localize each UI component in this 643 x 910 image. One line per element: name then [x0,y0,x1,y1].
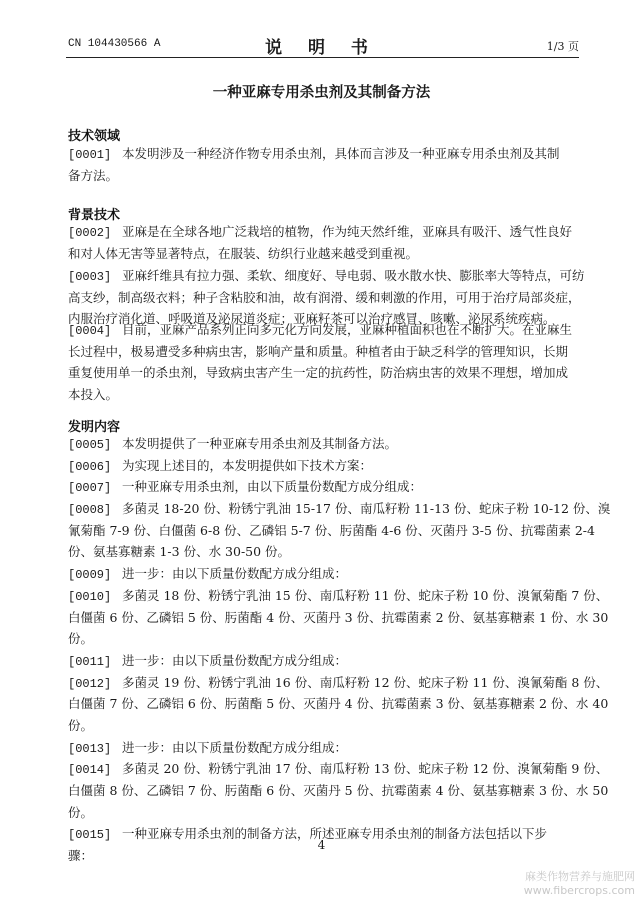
paragraph-line [68,265,585,287]
paragraph-0011 [68,650,574,672]
paragraph-group-background-c [68,319,574,406]
section-heading-background: 背景技术 [68,208,121,223]
paragraph-line [68,384,574,406]
paragraph-group-summary [68,433,611,867]
paragraph-line [68,165,574,187]
paragraph-0006 [68,455,574,477]
section-heading-tech-field: 技术领域 [68,129,121,144]
paragraph-line [68,319,574,341]
paragraph-line [68,287,581,309]
paragraph-line [68,758,609,780]
paragraph-line [68,780,609,802]
publication-number: CN 104430566 A [68,38,161,50]
paragraph-text: 目前，亚麻产品系列正向多元化方向发展，亚麻种植面积也在不断扩大。在亚麻生 [122,322,573,337]
paragraph-group-background-a [68,221,574,264]
paragraph-text: 高支纱，制高级衣料；种子含粘胶和油，故有润滑、缓和刺激的作用，可用于治疗局部炎症， [68,289,581,305]
paragraph-text: 进一步：由以下质量份数配方成分组成： [122,566,348,582]
paragraph-number: [0003] [68,270,112,284]
paragraph-0002 [68,221,574,264]
paragraph-text: 本投入。 [68,387,119,403]
paragraph-line [68,433,574,455]
paragraph-group-tech-field [68,143,574,186]
paragraph-text: 长过程中，极易遭受多种病虫害，影响产量和质量。种植者由于缺乏科学的管理知识，长期 [68,343,569,359]
paragraph-text: 多菌灵 18 份、粉锈宁乳油 15 份、南瓜籽粉 11 份、蛇床子粉 10 份、溴氰菊酯 7 份、 [122,587,609,603]
paragraph-text: 进一步：由以下质量份数配方成分组成： [122,739,348,755]
paragraph-text: 一种亚麻专用杀虫剂，由以下质量份数配方成分组成： [122,479,423,495]
paragraph-number: [0008] [68,503,112,518]
paragraph-number: [0013] [68,741,112,756]
paragraph-text: 亚麻纤维具有拉力强、柔软、细度好、导电弱、吸水散水快、膨胀率大等特点，可纺 [122,268,585,283]
page-counter: 1/3 页 [546,40,579,53]
paragraph-number: [0014] [68,763,112,778]
paragraph-number: [0007] [68,481,112,496]
paragraph-line [68,563,574,585]
paragraph-text: 重复使用单一的杀虫剂，导致病虫害产生一定的抗药性，防治病虫害的效果不理想，增加成 [68,365,569,381]
paragraph-line [68,650,574,672]
paragraph-text: 多菌灵 19 份、粉锈宁乳油 16 份、南瓜籽粉 12 份、蛇床子粉 11 份、溴氰菊酯 8 份、 [122,674,609,690]
paragraph-text: 备方法。 [68,167,119,183]
paragraph-text: 白僵菌 6 份、乙磷铝 5 份、肟菌酯 4 份、灭菌丹 3 份、抗霉菌素 2 份、氨基寡糖素 1 份、水 30 [68,609,609,625]
paragraph-0014 [68,758,609,823]
paragraph-0013 [68,737,574,759]
paragraph-text: 本发明提供了一种亚麻专用杀虫剂及其制备方法。 [122,436,398,451]
paragraph-text: 本发明涉及一种经济作物专用杀虫剂，具体而言涉及一种亚麻专用杀虫剂及其制 [122,146,560,161]
paragraph-text: 份。 [68,804,94,820]
paragraph-number: [0004] [68,324,112,338]
paragraph-line [68,715,574,737]
paragraph-text: 多菌灵 18-20 份、粉锈宁乳油 15-17 份、南瓜籽粉 11-13 份、蛇床子粉 10-12 份、溴 [122,501,611,517]
paragraph-text: 为实现上述目的，本发明提供如下技术方案： [122,457,373,473]
paragraph-text: 骤： [68,848,94,864]
paragraph-line [68,221,574,243]
paragraph-line [68,737,574,759]
paragraph-number: [0015] [68,828,112,843]
paragraph-line [68,520,595,542]
paragraph-0004 [68,319,574,406]
paragraph-line [68,585,609,607]
paragraph-0005 [68,433,574,455]
watermark-line-1: 麻类作物营养与施肥网 [525,870,635,883]
paragraph-number: [0002] [68,226,112,240]
paragraph-line [68,541,574,563]
paragraph-0008 [68,498,611,563]
paragraph-line [68,476,574,498]
paragraph-line [68,362,574,384]
paragraph-text: 份。 [68,717,94,733]
paragraph-line [68,143,574,165]
paragraph-line [68,455,574,477]
section-header-title: 说 明 书 [265,38,378,58]
paragraph-0007 [68,476,574,498]
paragraph-line [68,672,609,694]
paragraph-line [68,243,574,265]
paragraph-line [68,607,609,629]
paragraph-number: [0001] [68,148,112,162]
paragraph-text: 白僵菌 7 份、乙磷铝 6 份、肟菌酯 5 份、灭菌丹 4 份、抗霉菌素 3 份、氨基寡糖素 2 份、水 40 [68,696,609,712]
watermark-line-2: www.fibercrops.com [523,884,635,897]
paragraph-number: [0010] [68,589,112,604]
paragraph-number: [0006] [68,459,112,474]
paragraph-text: 进一步：由以下质量份数配方成分组成： [122,652,348,668]
paragraph-text: 内服治疗消化道、呼吸道及泌尿道炎症；亚麻籽茶可以治疗感冒、咳嗽、泌尿系统疾病。 [68,311,556,327]
paragraph-0010 [68,585,609,650]
header-divider [66,57,579,58]
paragraph-text: 和对人体无害等显著特点，在服装、纺织行业越来越受到重视。 [68,245,419,261]
paragraph-line [68,802,574,824]
paragraph-0001 [68,143,574,186]
section-heading-summary: 发明内容 [68,420,121,435]
page-number: 4 [317,838,326,852]
paragraph-line [68,341,574,363]
paragraph-number: [0011] [68,654,112,669]
paragraph-text: 氰菊酯 7-9 份、白僵菌 6-8 份、乙磷铝 5-7 份、肟菌酯 4-6 份、灭菌丹 3-5 份、抗霉菌素 2-4 [68,522,595,538]
paragraph-line [68,693,609,715]
paragraph-text: 份。 [68,631,94,647]
paragraph-number: [0005] [68,438,112,452]
paragraph-text: 亚麻是在全球各地广泛栽培的植物，作为纯天然纤维，亚麻具有吸汗、透气性良好 [122,224,573,239]
paragraph-0009 [68,563,574,585]
paragraph-line [68,628,574,650]
watermark [524,870,635,898]
document-title: 一种亚麻专用杀虫剂及其制备方法 [212,84,431,101]
paragraph-text: 多菌灵 20 份、粉锈宁乳油 17 份、南瓜籽粉 13 份、蛇床子粉 12 份、溴氰菊酯 9 份、 [122,761,609,777]
paragraph-text: 份、氨基寡糖素 1-3 份、水 30-50 份。 [68,544,291,560]
paragraph-0012 [68,672,609,737]
paragraph-line [68,498,611,520]
paragraph-text: 一种亚麻专用杀虫剂的制备方法，所述亚麻专用杀虫剂的制备方法包括以下步 [122,826,548,842]
paragraph-number: [0012] [68,676,112,691]
paragraph-number: [0009] [68,568,112,583]
paragraph-text: 白僵菌 8 份、乙磷铝 7 份、肟菌酯 6 份、灭菌丹 5 份、抗霉菌素 4 份、氨基寡糖素 3 份、水 50 [68,783,609,798]
